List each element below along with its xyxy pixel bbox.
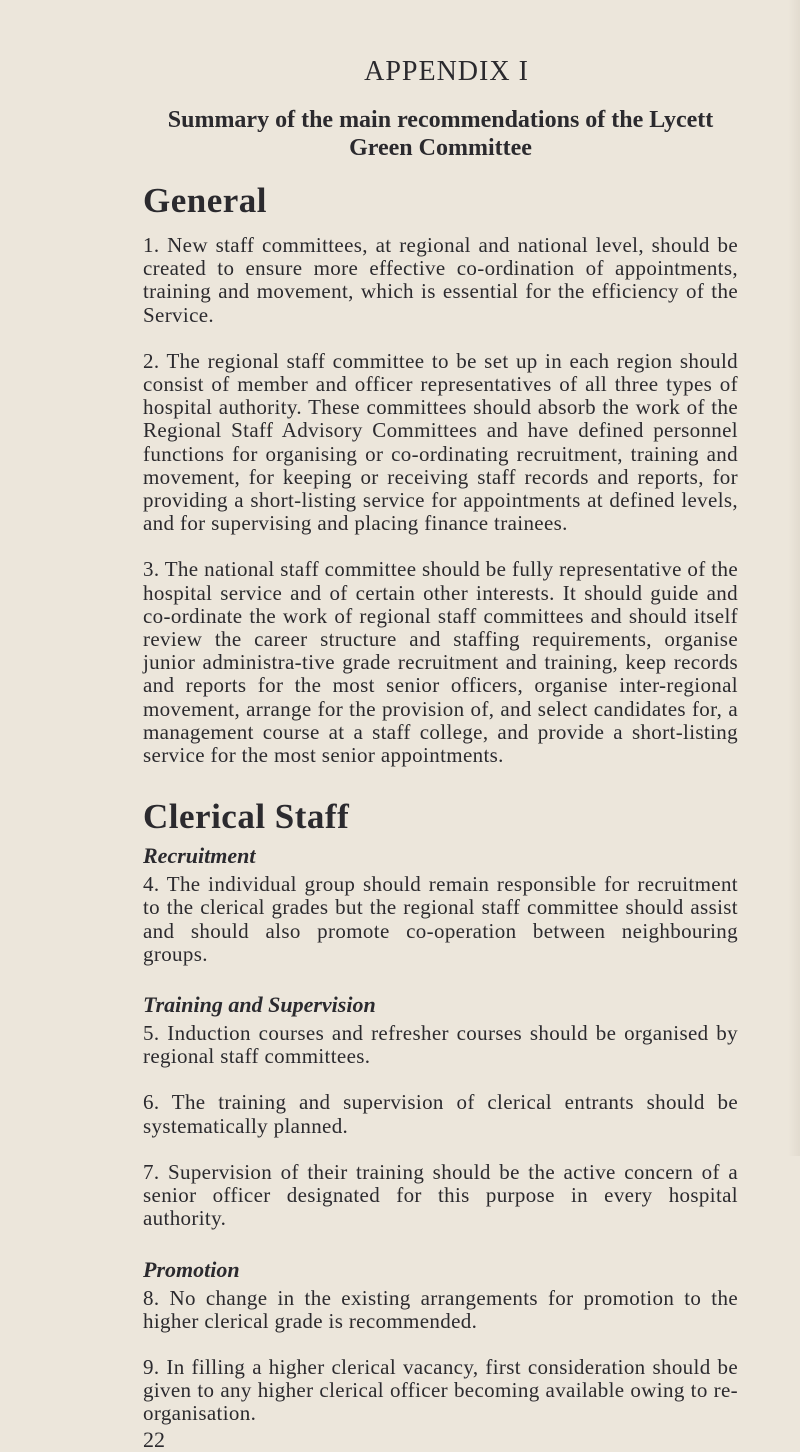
summary-title: Summary of the main recommendations of the Lycett Green Committee	[167, 107, 714, 161]
section-clerical-staff	[143, 797, 738, 1425]
subsection-promotion	[143, 1256, 738, 1426]
subsection-heading-promotion: Promotion	[143, 1256, 240, 1282]
paragraph-6: 6. The training and supervision of clerical entrants should be systematically planned.	[143, 1090, 738, 1138]
section-heading-clerical-staff: Clerical Staff	[143, 797, 350, 837]
page-number: 22	[143, 1426, 165, 1452]
paragraph-5: 5. Induction courses and refresher courses should be organised by regional staff committees.	[143, 1021, 738, 1069]
paragraph-8: 8. No change in the existing arrangements for promotion to the higher clerical grade is recommended.	[143, 1285, 738, 1333]
page-edge-shadow	[788, 0, 800, 1156]
subsection-heading-recruitment: Recruitment	[143, 843, 256, 869]
paragraph-2: 2. The regional staff committee to be set up in each region should consist of member and officer representatives of all three types of hospital authority. These committees should absorb the work of the Regional Staff Advisory Committees and have defined personnel functions for organising or co-ordinating recruitment, training and movement, for keeping or receiving staff records and reports, for providing a short-listing service for appointments at defined levels, and for supervising and placing finance trainees.	[143, 348, 738, 536]
section-heading-general: General	[143, 181, 268, 220]
paragraph-4: 4. The individual group should remain responsible for recruitment to the clerical grades but the regional staff committee should assist and should also promote co-operation between neighbouring groups.	[143, 872, 738, 966]
appendix-title: APPENDIX I	[364, 56, 529, 87]
subsection-heading-training-supervision: Training and Supervision	[143, 992, 376, 1018]
paragraph-9: 9. In filling a higher clerical vacancy, first consideration should be given to any higher clerical officer becoming available owing to re-organisation.	[143, 1354, 738, 1426]
subsection-recruitment	[143, 842, 738, 966]
paragraph-1: 1. New staff committees, at regional and national level, should be created to ensure more effective co-ordination of appointments, training and movement, which is essential for the efficiency of the Service.	[143, 233, 738, 327]
paragraph-3: 3. The national staff committee should be fully representative of the hospital service and of certain other interests. It should guide and co-ordinate the work of regional staff committees and should itself review the career structure and staffing requirements, organise junior administra-tive grade recruitment and training, keep records and reports for the most senior officers, organise inter-regional movement, arrange for the provision of, and select candidates for, a management course at a staff college, and provide a short-listing service for the most senior appointments.	[143, 557, 738, 768]
section-general	[143, 181, 738, 767]
paragraph-7: 7. Supervision of their training should be the active concern of a senior officer designated for this purpose in every hospital authority.	[143, 1159, 738, 1231]
subsection-training-supervision	[143, 991, 738, 1230]
